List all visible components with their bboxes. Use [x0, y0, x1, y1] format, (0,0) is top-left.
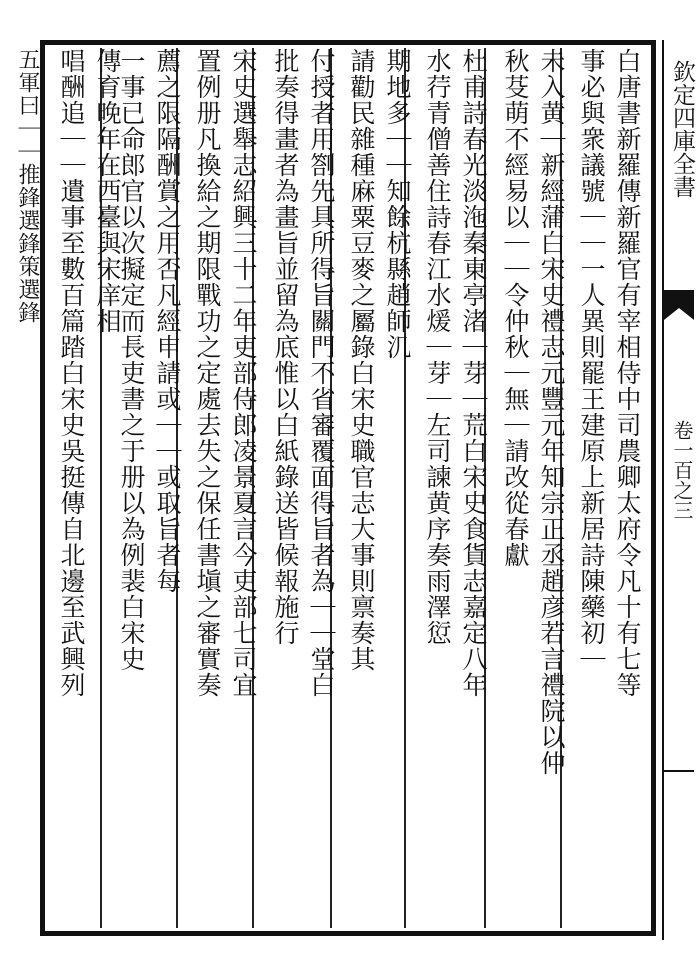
- text-column-16: 唱酬追｜｜遺事至數百篇踏白宋史吳挺傳自北邊至武興列: [57, 48, 86, 698]
- text-column-3: 未入黄｜新經蒲白宋史禮志元豐元年知宗正丞趙彦若言禮院以仲: [537, 48, 566, 776]
- text-column-14: 一事已命郎官以次擬定而長吏書之于册以為例裴白宋史: [117, 48, 146, 672]
- text-column-5: 杜甫詩春光淡沲秦東亭渚｜芽｜荒白宋史食貨志嘉定八年: [459, 48, 488, 698]
- volume-label: 卷一百之三: [670, 420, 694, 520]
- book-title: 欽定四庫全書: [669, 60, 695, 198]
- text-column-13: 薦之限隔酬賞之用否凡經申請或｜｜或取旨者每: [153, 48, 182, 594]
- text-column-17: 五軍曰｜｜推鋒選鋒策選鋒: [15, 48, 40, 324]
- text-column-8: 請勸民雜種麻粟豆麥之屬錄白宋史職官志大事則禀奏其: [347, 48, 376, 672]
- text-column-7: 期地多｜｜知餘杭縣趙師㲹: [383, 48, 412, 360]
- text-column-9: 付授者用劄先具所得旨關門不省審覆面得旨者為｜｜堂白: [307, 48, 336, 698]
- text-column-2: 事必與衆議號｜｜一人異則罷王建原上新居詩陳藥初｜: [577, 48, 606, 672]
- text-column-1: 白唐書新羅傳新羅官有宰相侍中司農卿太府令凡十有七等: [613, 48, 642, 698]
- text-column-10: 批奏得畫者為畫旨並留為底惟以白紙錄送皆候報施行: [271, 48, 300, 646]
- text-column-4: 秋芟萌不經易以｜｜令仲秋｜無｜請改從春獻: [501, 48, 530, 568]
- margin-divider: [664, 770, 694, 786]
- text-column-6: 水荇青僧善住詩春江水煖｜芽｜左司諫黄序奏雨澤愆: [423, 48, 452, 646]
- text-column-15: 傳育晚年在西臺與宋庠相: [93, 48, 122, 334]
- text-column-11: 宋史選舉志紹興三十二年吏部侍郎凌景夏言今吏部七司宜: [229, 48, 258, 698]
- text-column-12: 置例册凡換給之期限戰功之定處去失之保任書塡之審實奏: [193, 48, 222, 698]
